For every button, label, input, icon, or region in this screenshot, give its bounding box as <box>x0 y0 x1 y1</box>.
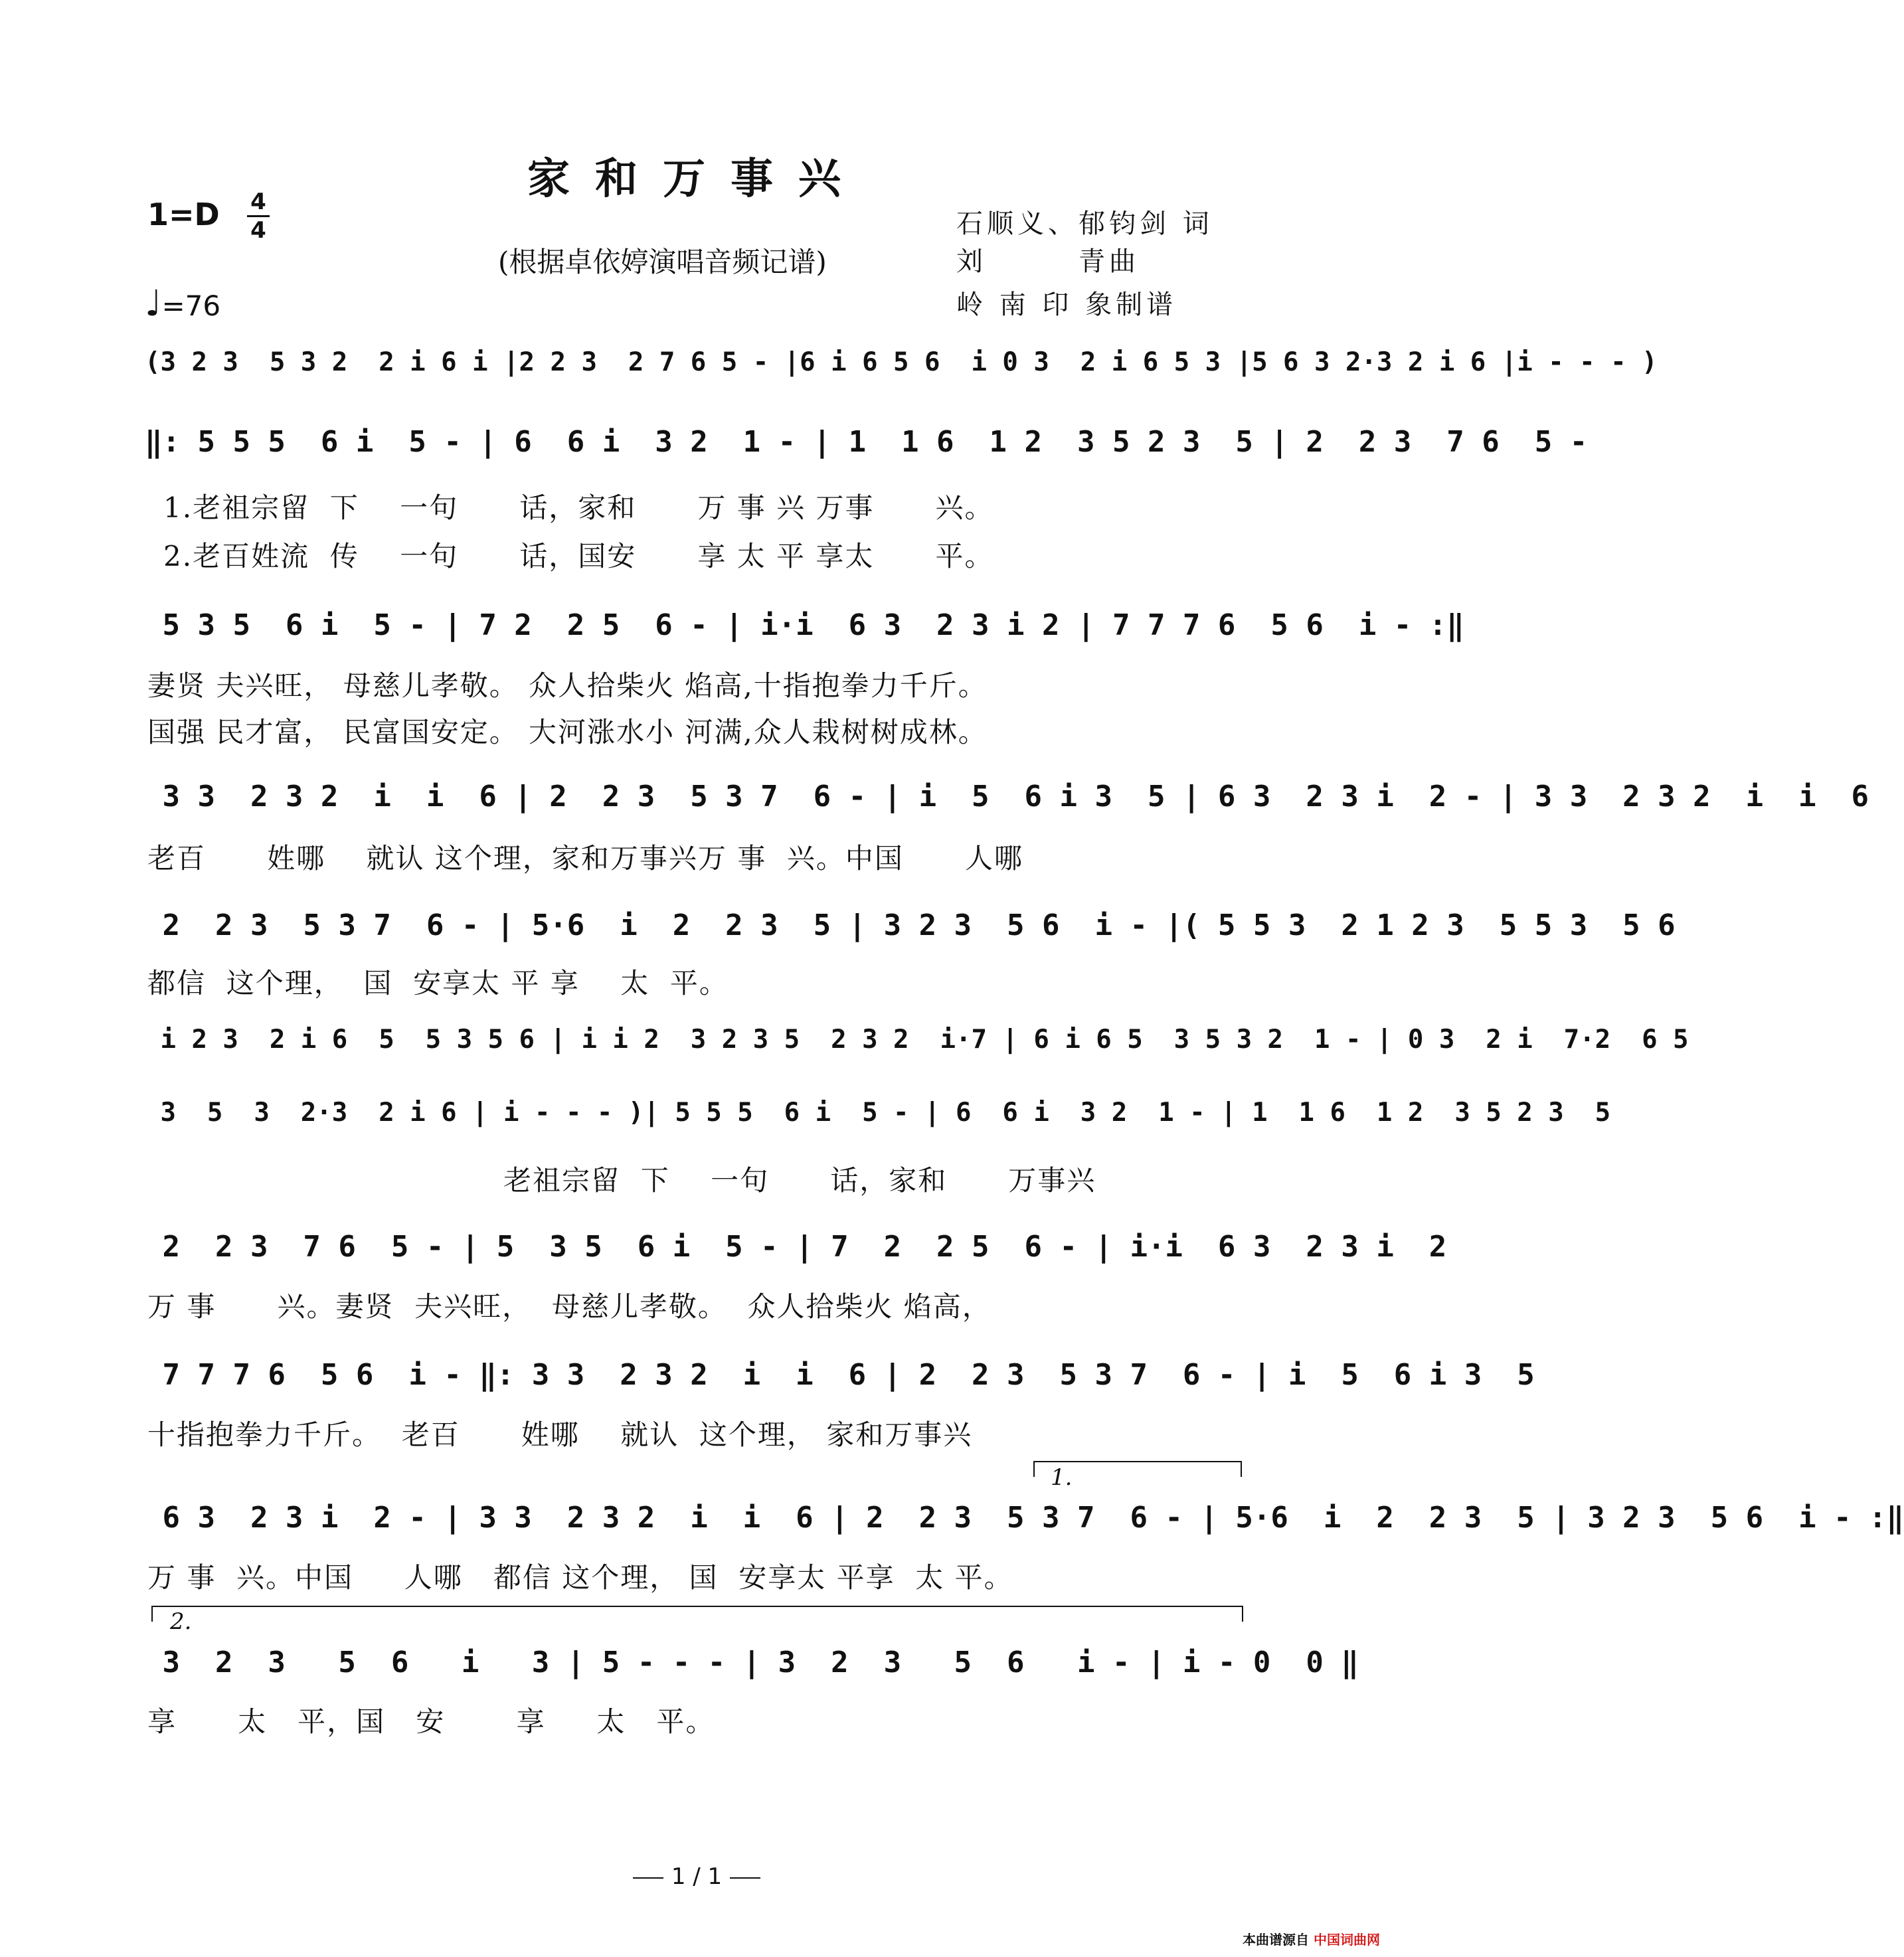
quarter-note-icon: ♩ <box>145 282 162 324</box>
source-site: 中国词曲网 <box>1314 1932 1380 1948</box>
source-label: 本曲谱源自 <box>1243 1932 1310 1948</box>
system-8-lyric: 万 事 兴。妻贤 夫兴旺， 母慈儿孝敬。 众人拾柴火 焰高， <box>147 1290 992 1323</box>
meter-top: 4 <box>250 189 266 215</box>
volta-1-label: 1. <box>1051 1464 1073 1491</box>
system-5-lyric: 都信 这个理， 国 安享太 平 享 太 平。 <box>147 967 729 999</box>
system-8-notes: 2 2 3 7 6 5 - | 5 3 5 6 i 5 - | 7 2 2 5 6 - | i·i 6 3 2 3 i 2 <box>145 1230 1464 1264</box>
lyricist-credit: 石顺义、郁钧剑 词 <box>956 209 1213 239</box>
system-3-lyric-verse-2: 国强 民才富， 民富国安定。 大河涨水小 河满,众人栽树树成林。 <box>147 716 988 748</box>
system-9-lyric: 十指抱拳力千斤。 老百 姓哪 就认 这个理， 家和万事兴 <box>147 1418 973 1451</box>
system-11-lyric: 享 太 平，国 安 享 太 平。 <box>147 1705 715 1738</box>
system-3-lyric-verse-1: 妻贤 夫兴旺， 母慈儿孝敬。 众人拾柴火 焰高,十指抱拳力千斤。 <box>147 669 988 702</box>
system-7-lyric: 老祖宗留 下 一句 话，家和 万事兴 <box>503 1164 1096 1197</box>
system-2-lyric-verse-1: 1.老祖宗留 下 一句 话，家和 万 事 兴 万事 兴。 <box>163 491 994 524</box>
page-number <box>0 1863 1393 1890</box>
key-signature: 1=D <box>147 197 220 232</box>
system-1-notes: (3 2 3 5 3 2 2 i 6 i |2 2 3 2 7 6 5 - |6 i 6 5 6 i 0 3 2 i 6 5 3 |5 6 3 2·3 2 i 6 |i - - - ) <box>145 347 1658 377</box>
system-9-notes: 7 7 7 6 5 6 i - ‖: 3 3 2 3 2 i i 6 | 2 2 3 5 3 7 6 - | i 5 6 i 3 5 <box>145 1358 1553 1392</box>
source-watermark <box>1243 1929 1380 1948</box>
system-4-lyric: 老百 姓哪 就认 这个理，家和万事兴万 事 兴。中国 人哪 <box>147 842 1024 875</box>
system-7-notes: 3 5 3 2·3 2 i 6 | i - - - )| 5 5 5 6 i 5 - | 6 6 i 3 2 1 - | 1 1 6 1 2 3 5 2 3 5 <box>145 1098 1626 1128</box>
system-10-notes: 6 3 2 3 i 2 - | 3 3 2 3 2 i i 6 | 2 2 3 5 3 7 6 - | 5·6 i 2 2 3 5 | 3 2 3 5 6 i - :‖ <box>145 1501 1904 1535</box>
system-4-notes: 3 3 2 3 2 i i 6 | 2 2 3 5 3 7 6 - | i 5 6 i 3 5 | 6 3 2 3 i 2 - | 3 3 2 3 2 i i 6 <box>145 780 1887 813</box>
system-11-notes: 3 2 3 5 6 i 3 | 5 - - - | 3 2 3 5 6 i - | i - 0 0 ‖ <box>145 1646 1359 1679</box>
song-title: 家和万事兴 <box>527 154 866 204</box>
system-2-lyric-verse-2: 2.老百姓流 传 一句 话，国安 享 太 平 享太 平。 <box>163 540 994 572</box>
system-6-notes: i 2 3 2 i 6 5 5 3 5 6 | i i 2 3 2 3 5 2 3 2 i·7 | 6 i 6 5 3 5 3 2 1 - | 0 3 2 i 7·2 6 5 <box>145 1025 1704 1055</box>
system-10-lyric: 万 事 兴。中国 人哪 都信 这个理， 国 安享太 平享 太 平。 <box>147 1561 1013 1594</box>
tempo-value: =76 <box>161 290 221 322</box>
composer-credit: 刘 青曲 <box>956 246 1140 277</box>
volta-2-bracket <box>151 1606 1243 1622</box>
system-5-notes: 2 2 3 5 3 7 6 - | 5·6 i 2 2 3 5 | 3 2 3 5 6 i - |( 5 5 3 2 1 2 3 5 5 3 5 6 <box>145 908 1693 942</box>
meter-bottom: 4 <box>250 217 266 244</box>
transcription-note: (根据卓依婷演唱音频记谱) <box>498 246 827 278</box>
page-number-text: 1 / 1 <box>671 1863 723 1890</box>
volta-2-label: 2. <box>170 1608 192 1635</box>
tempo-marking <box>145 282 220 324</box>
time-signature <box>247 190 270 242</box>
system-3-notes: 5 3 5 6 i 5 - | 7 2 2 5 6 - | i·i 6 3 2 3 i 2 | 7 7 7 6 5 6 i - :‖ <box>145 608 1464 642</box>
system-2-notes: ‖: 5 5 5 6 i 5 - | 6 6 i 3 2 1 - | 1 1 6 1 2 3 5 2 3 5 | 2 2 3 7 6 5 - <box>145 425 1605 459</box>
engraver-credit: 岭 南 印 象制谱 <box>956 290 1177 320</box>
